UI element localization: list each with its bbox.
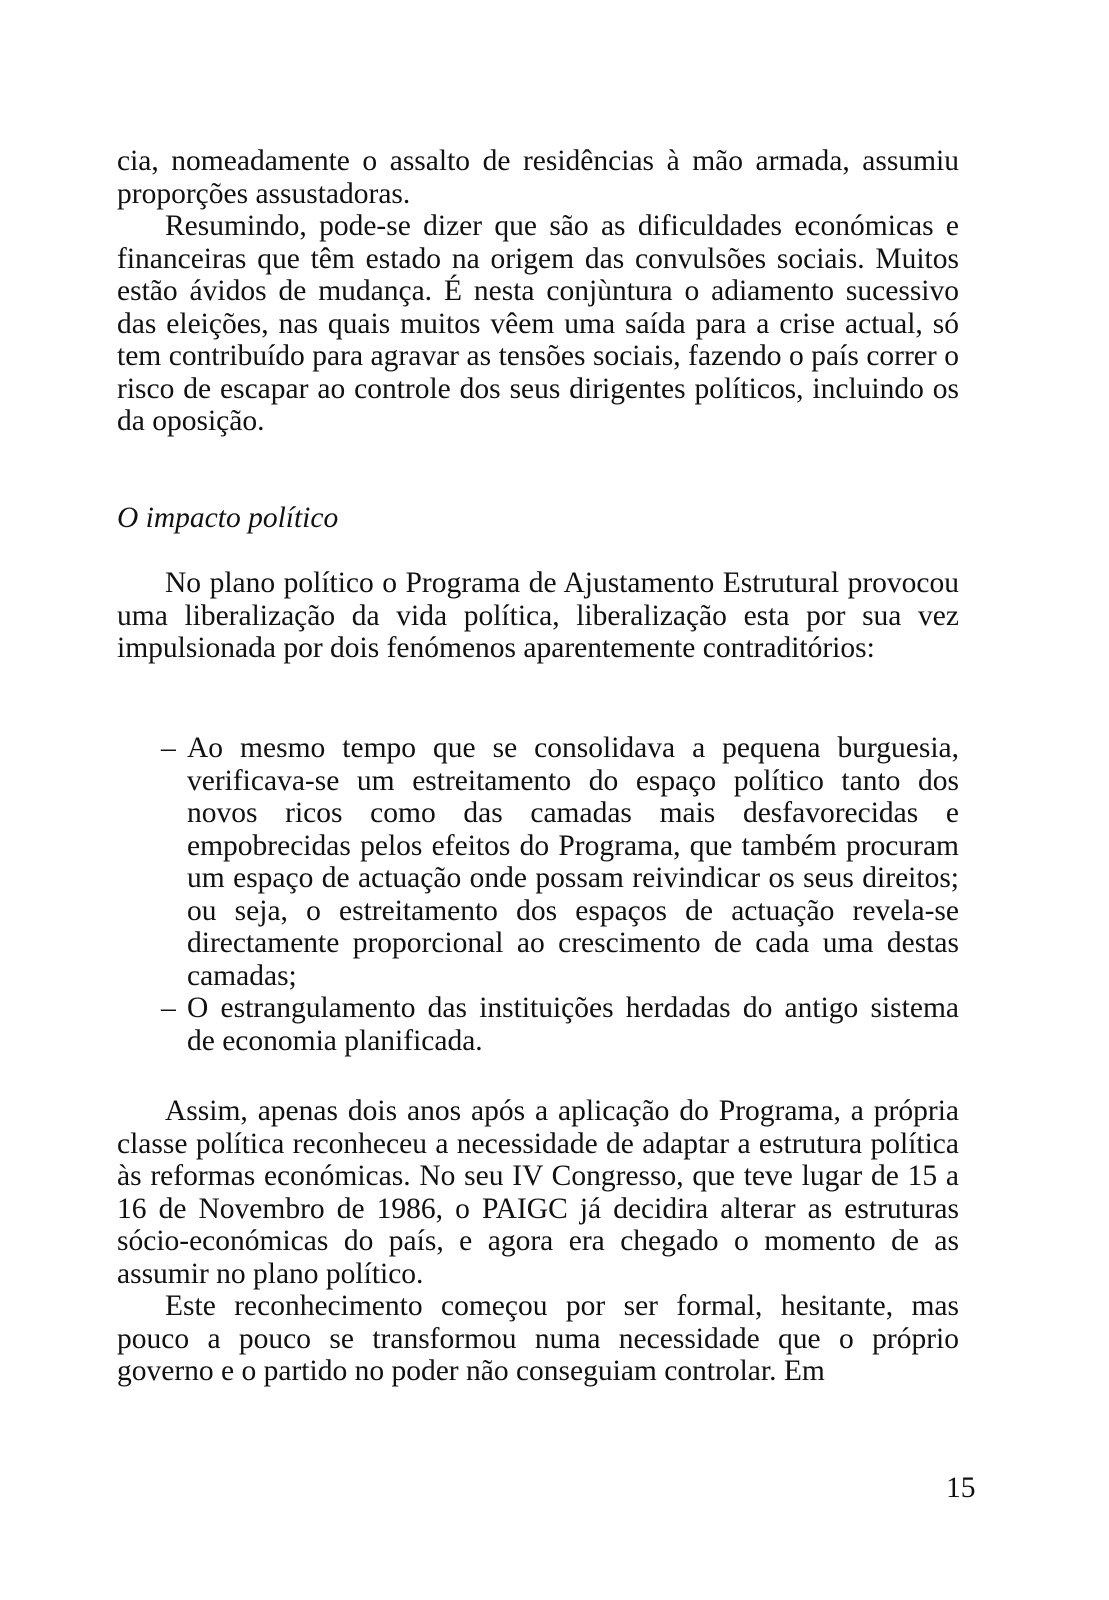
section-heading: O impacto político [117,502,339,534]
bullet-list [117,732,959,1057]
paragraph-summary: Resumindo, pode-se dizer que são as dificuldades económicas e financeiras que têm estado na origem das convulsões sociais. Muitos estão ávidos de mudança. É nesta conjùntura o adiamento sucessivo das eleições, nas quais muitos vêem uma saída para a crise actual, só tem contribuído para agravar as tensões sociais, fazendo o país correr o risco de escapar ao controle dos seus dirigentes políticos, incluindo os da oposição. [117,210,959,437]
paragraph-assim: Assim, apenas dois anos após a aplicação do Programa, a própria classe política reconheceu a necessidade de adaptar a estrutura política às reformas económicas. No seu IV Congresso, que teve lugar de 15 a 16 de Novembro de 1986, o PAIGC já decidira alterar as estruturas sócio-económicas do país, e agora era chegado o momento de as assumir no plano político. [117,1095,959,1290]
list-item [117,732,959,992]
political-text-block [117,567,959,665]
list-item-text: O estrangulamento das instituições herdadas do antigo sistema de economia planificada. [187,992,959,1057]
paragraph-recognition: Este reconhecimento começou por ser formal, hesitante, mas pouco a pouco se transformou numa necessidade que o próprio governo e o partido no poder não conseguiam controlar. Em [117,1290,959,1387]
page-number: 15 [946,1472,976,1504]
list-dash: – [161,992,176,1024]
list-dash: – [161,732,176,764]
top-text-block [117,145,959,438]
bottom-text-block [117,1095,959,1388]
paragraph-political: No plano político o Programa de Ajustamento Estrutural provocou uma liberalização da vida política, liberalização esta por sua vez impulsionada por dois fenómenos aparentemente contraditórios: [117,567,959,664]
paragraph-intro: cia, nomeadamente o assalto de residências à mão armada, assumiu proporções assustadoras. [117,145,959,210]
list-item-text: Ao mesmo tempo que se consolidava a pequena burguesia, verificava-se um estreitamento do espaço político tanto dos novos ricos como das camadas mais desfavorecidas e empobrecidas pelos efeitos do Programa, que também procuram um espaço de actuação onde possam reivindicar os seus direitos; ou seja, o estreitamento dos espaços de actuação revela-se directamente proporcional ao crescimento de cada uma destas camadas; [187,732,959,992]
list-item [117,992,959,1057]
